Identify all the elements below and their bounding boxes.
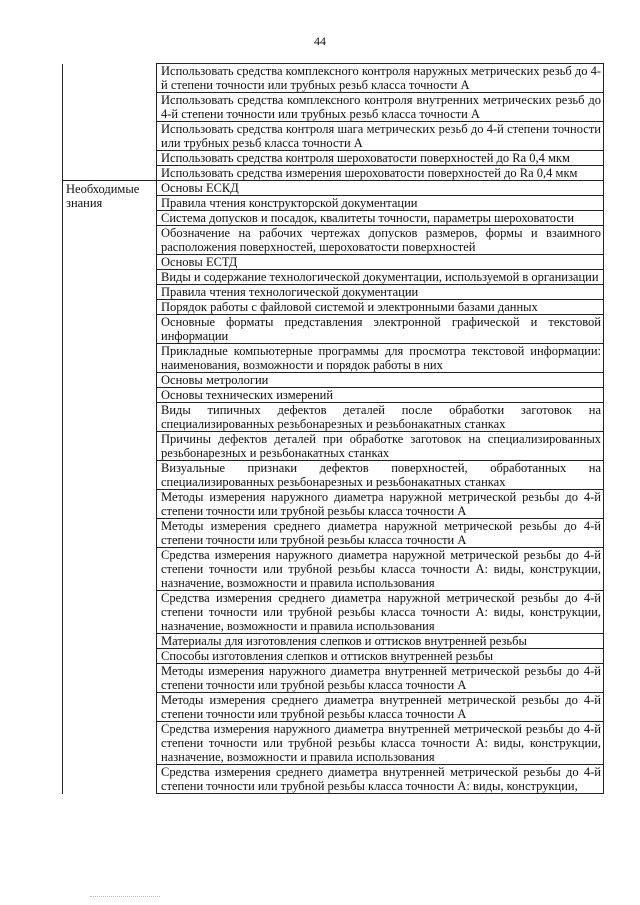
label-cell-empty	[63, 64, 157, 181]
skill-cell: Использовать средства контроля шероховатости поверхностей до Ra 0,4 мкм	[157, 151, 604, 166]
knowledge-cell: Средства измерения наружного диаметра внутренней метрической резьбы до 4-й степени точности или трубной резьбы класса точности А: виды, конструкции, назначение, возможности и правила использования	[157, 722, 604, 765]
knowledge-cell: Причины дефектов деталей при обработке заготовок на специализированных резьбонарезных и резьбонакатных станках	[157, 432, 604, 461]
knowledge-cell: Методы измерения среднего диаметра внутренней метрической резьбы до 4-й степени точности или трубной резьбы класса точности А	[157, 693, 604, 722]
knowledge-cell: Способы изготовления слепков и оттисков внутренней резьбы	[157, 649, 604, 664]
table-row	[63, 181, 604, 196]
knowledge-cell: Средства измерения среднего диаметра наружной метрической резьбы до 4-й степени точности или трубной резьбы класса точности А: виды, конструкции, назначение, возможности и правила использования	[157, 591, 604, 634]
knowledge-cell: Правила чтения технологической документации	[157, 285, 604, 300]
knowledge-cell: Порядок работы с файловой системой и электронными базами данных	[157, 300, 604, 315]
knowledge-cell: Основы ЕСКД	[157, 181, 604, 196]
knowledge-cell: Система допусков и посадок, квалитеты точности, параметры шероховатости	[157, 211, 604, 226]
knowledge-cell: Виды и содержание технологической документации, используемой в организации	[157, 270, 604, 285]
page-number: 44	[314, 34, 326, 48]
knowledge-cell: Методы измерения наружного диаметра внутренней метрической резьбы до 4-й степени точности или трубной резьбы класса точности А	[157, 664, 604, 693]
knowledge-cell: Методы измерения наружного диаметра наружной метрической резьбы до 4-й степени точности или трубной резьбы класса точности А	[157, 490, 604, 519]
knowledge-cell: Основы технических измерений	[157, 388, 604, 403]
knowledge-cell: Основы ЕСТД	[157, 255, 604, 270]
knowledge-cell: Материалы для изготовления слепков и оттисков внутренней резьбы	[157, 634, 604, 649]
skill-cell: Использовать средства контроля шага метрических резьб до 4-й степени точности или трубных резьб класса точности А	[157, 122, 604, 151]
knowledge-cell: Прикладные компьютерные программы для просмотра текстовой информации: наименования, возможности и порядок работы в них	[157, 344, 604, 373]
knowledge-cell: Методы измерения среднего диаметра наружной метрической резьбы до 4-й степени точности или трубной резьбы класса точности А	[157, 519, 604, 548]
knowledge-cell: Средства измерения среднего диаметра внутренней метрической резьбы до 4-й степени точности или трубной резьбы класса точности А: виды, конструкции,	[157, 765, 604, 794]
knowledge-cell: Правила чтения конструкторской документации	[157, 196, 604, 211]
skill-cell: Использовать средства измерения шероховатости поверхностей до Ra 0,4 мкм	[157, 166, 604, 181]
knowledge-cell: Визуальные признаки дефектов поверхностей, обработанных на специализированных резьбонарезных и резьбонакатных станках	[157, 461, 604, 490]
knowledge-label: Необходимые знания	[63, 181, 157, 794]
skill-cell: Использовать средства комплексного контроля наружных метрических резьб до 4-й степени точности или трубных резьб класса точности А	[157, 64, 604, 93]
table-row	[63, 64, 604, 93]
competency-table	[62, 63, 604, 794]
scan-artifact	[90, 896, 160, 899]
knowledge-cell: Виды типичных дефектов деталей после обработки заготовок на специализированных резьбонарезных и резьбонакатных станках	[157, 403, 604, 432]
knowledge-cell: Основные форматы представления электронной графической и текстовой информации	[157, 315, 604, 344]
knowledge-cell: Обозначение на рабочих чертежах допусков размеров, формы и взаимного расположения поверхностей, шероховатости поверхностей	[157, 226, 604, 255]
skill-cell: Использовать средства комплексного контроля внутренних метрических резьб до 4-й степени точности или трубных резьб класса точности А	[157, 93, 604, 122]
knowledge-cell: Основы метрологии	[157, 373, 604, 388]
knowledge-cell: Средства измерения наружного диаметра наружной метрической резьбы до 4-й степени точности или трубной резьбы класса точности А: виды, конструкции, назначение, возможности и правила использования	[157, 548, 604, 591]
